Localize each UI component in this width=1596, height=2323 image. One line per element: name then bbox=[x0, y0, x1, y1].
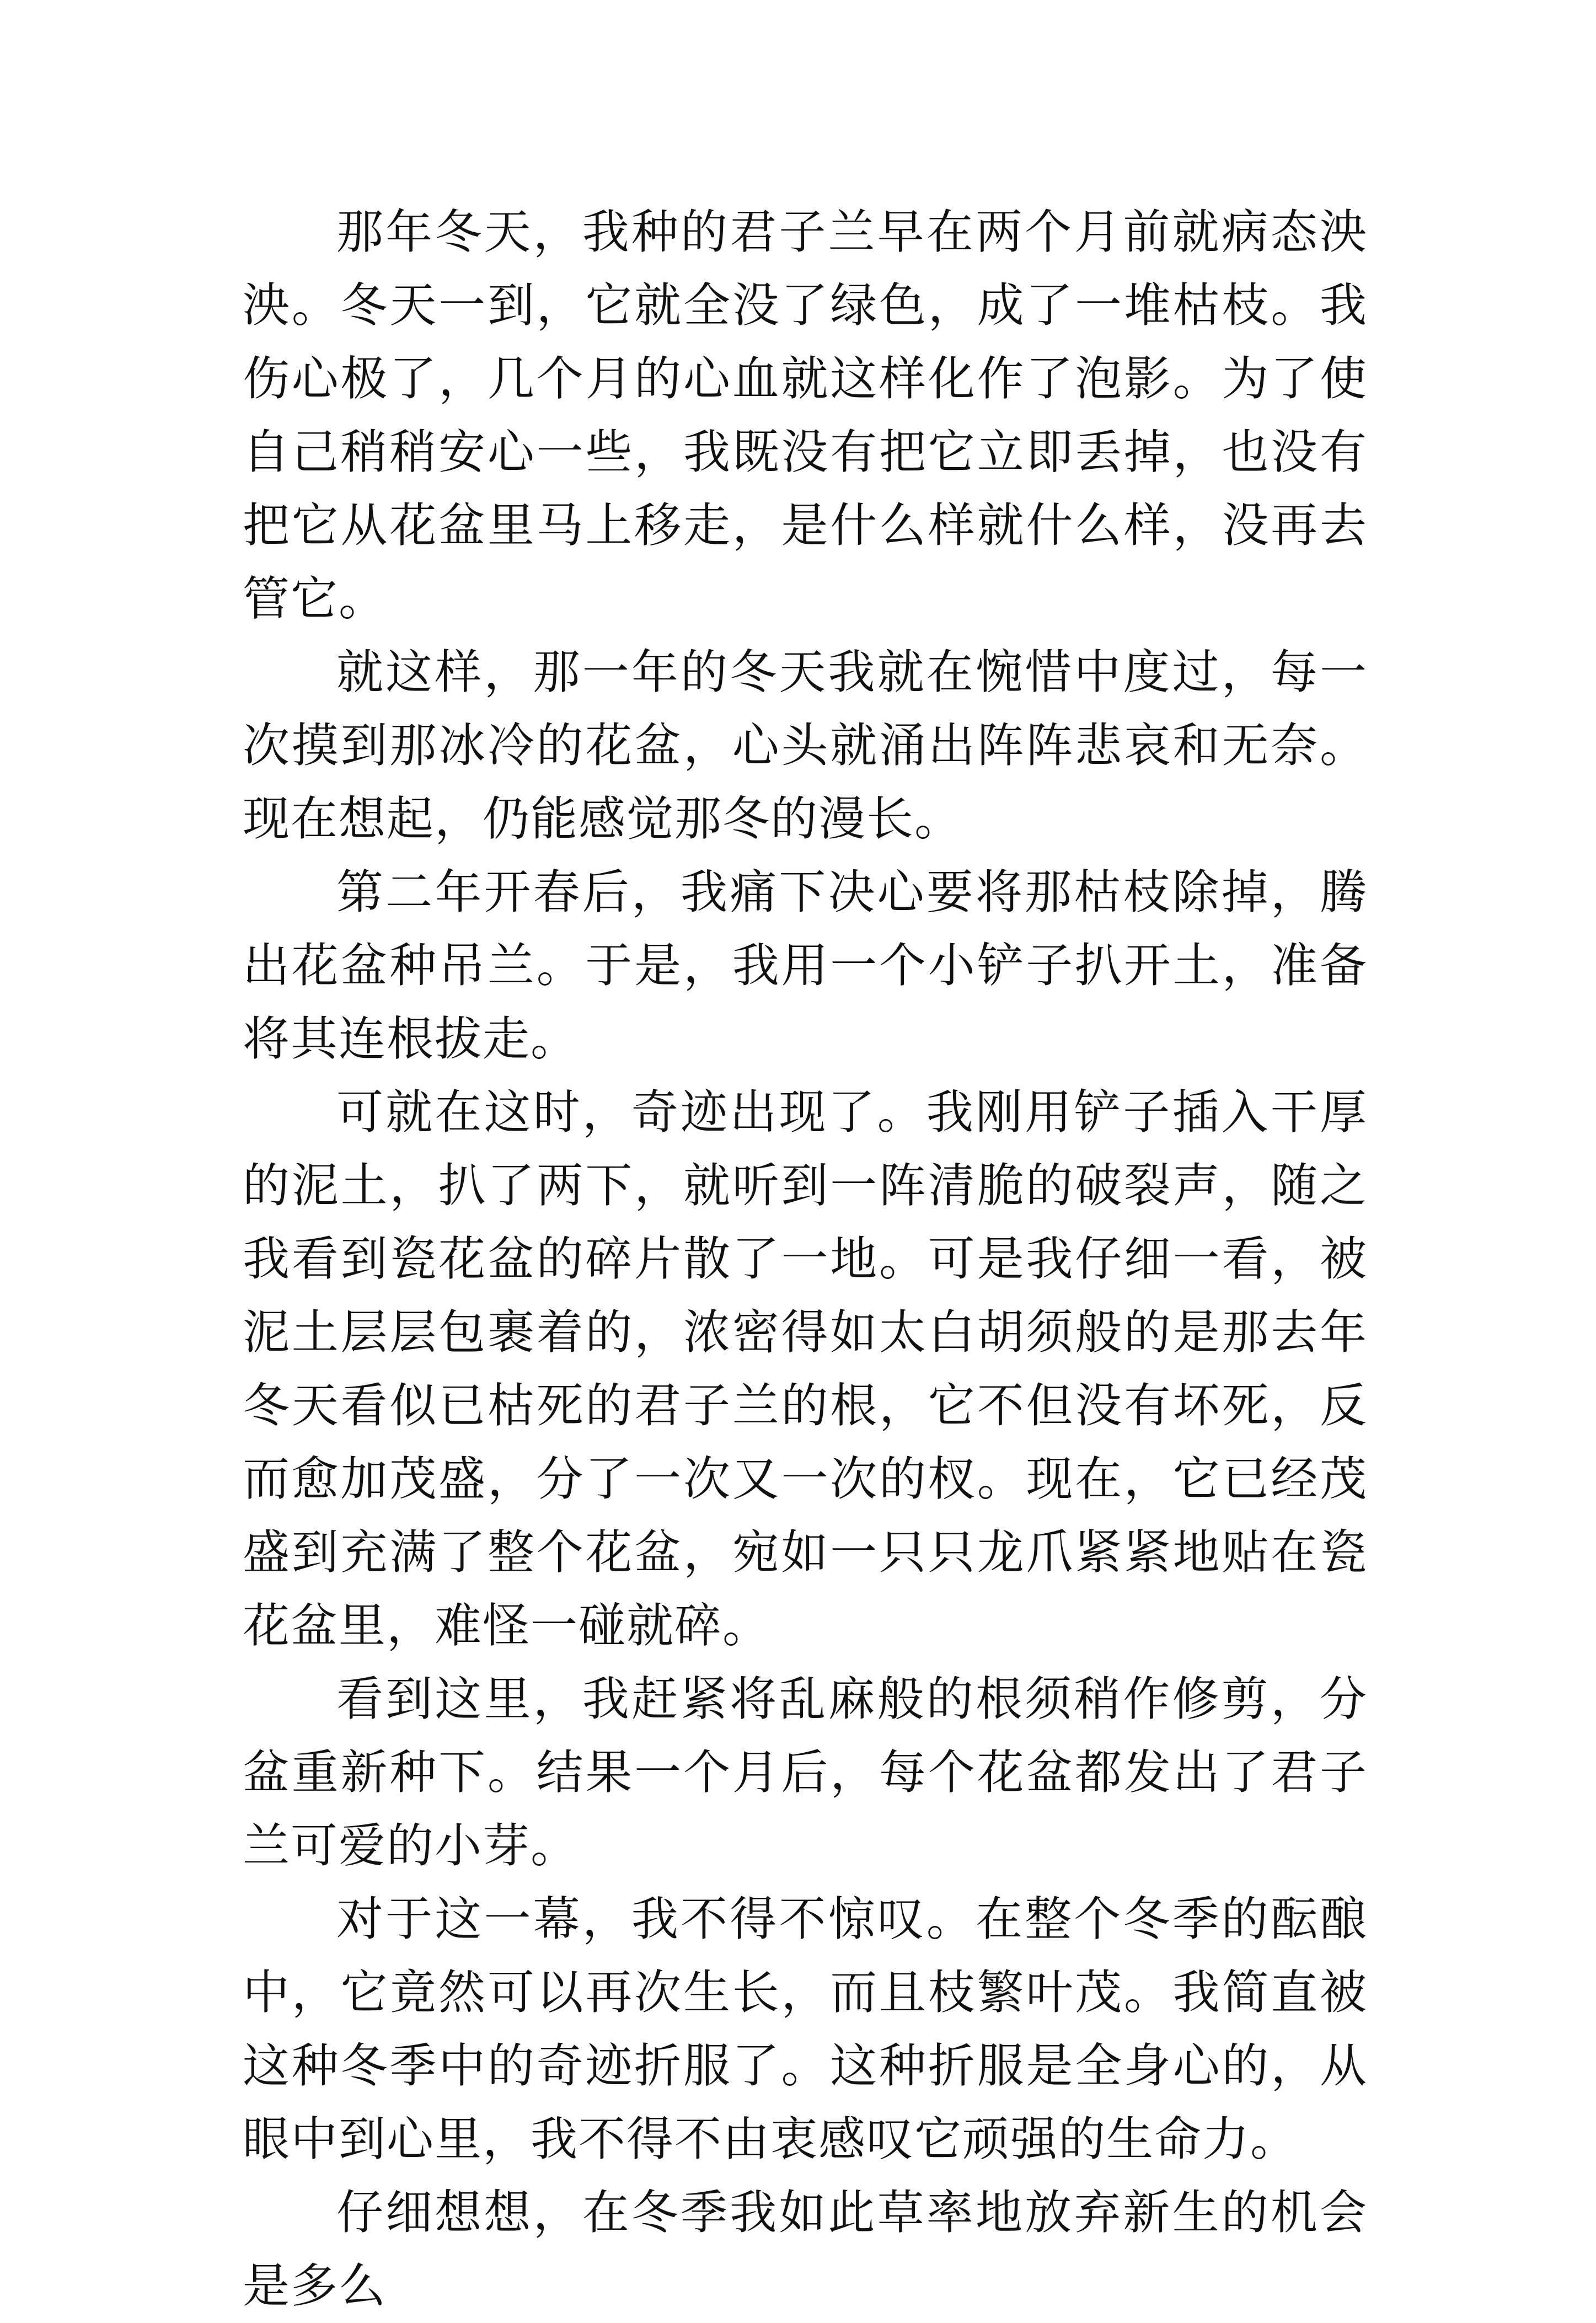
paragraph-2: 就这样，那一年的冬天我就在惋惜中度过，每一次摸到那冰冷的花盆，心头就涌出阵阵悲哀和无奈。现在想起，仍能感觉那冬的漫长。 bbox=[243, 645, 1368, 847]
paragraph-6: 对于这一幕，我不得不惊叹。在整个冬季的酝酿中，它竟然可以再次生长，而且枝繁叶茂。我简直被这种冬季中的奇迹折服了。这种折服是全身心的，从眼中到心里，我不得不由衷感叹它顽强的生命力。 bbox=[243, 1892, 1368, 2167]
paragraph-4: 可就在这时，奇迹出现了。我刚用铲子插入干厚的泥土，扒了两下，就听到一阵清脆的破裂声，随之我看到瓷花盆的碎片散了一地。可是我仔细一看，被泥土层层包裹着的，浓密得如太白胡须般的是那去年冬天看似已枯死的君子兰的根，它不但没有坏死，反而愈加茂盛，分了一次又一次的杈。现在，它已经茂盛到充满了整个花盆，宛如一只只龙爪紧紧地贴在瓷花盆里，难怪一碰就碎。 bbox=[243, 1085, 1368, 1653]
paragraph-5: 看到这里，我赶紧将乱麻般的根须稍作修剪，分盆重新种下。结果一个月后，每个花盆都发出了君子兰可爱的小芽。 bbox=[243, 1672, 1368, 1874]
paragraph-3: 第二年开春后，我痛下决心要将那枯枝除掉，腾出花盆种吊兰。于是，我用一个小铲子扒开土，准备将其连根拔走。 bbox=[243, 865, 1368, 1067]
paragraph-7: 仔细想想，在冬季我如此草率地放弃新生的机会是多么 bbox=[243, 2186, 1368, 2314]
document-body bbox=[243, 196, 1368, 2323]
paragraph-1: 那年冬天，我种的君子兰早在两个月前就病态泱泱。冬天一到，它就全没了绿色，成了一堆枯枝。我伤心极了，几个月的心血就这样化作了泡影。为了使自己稍稍安心一些，我既没有把它立即丢掉，也没有把它从花盆里马上移走，是什么样就什么样，没再去管它。 bbox=[243, 205, 1368, 627]
